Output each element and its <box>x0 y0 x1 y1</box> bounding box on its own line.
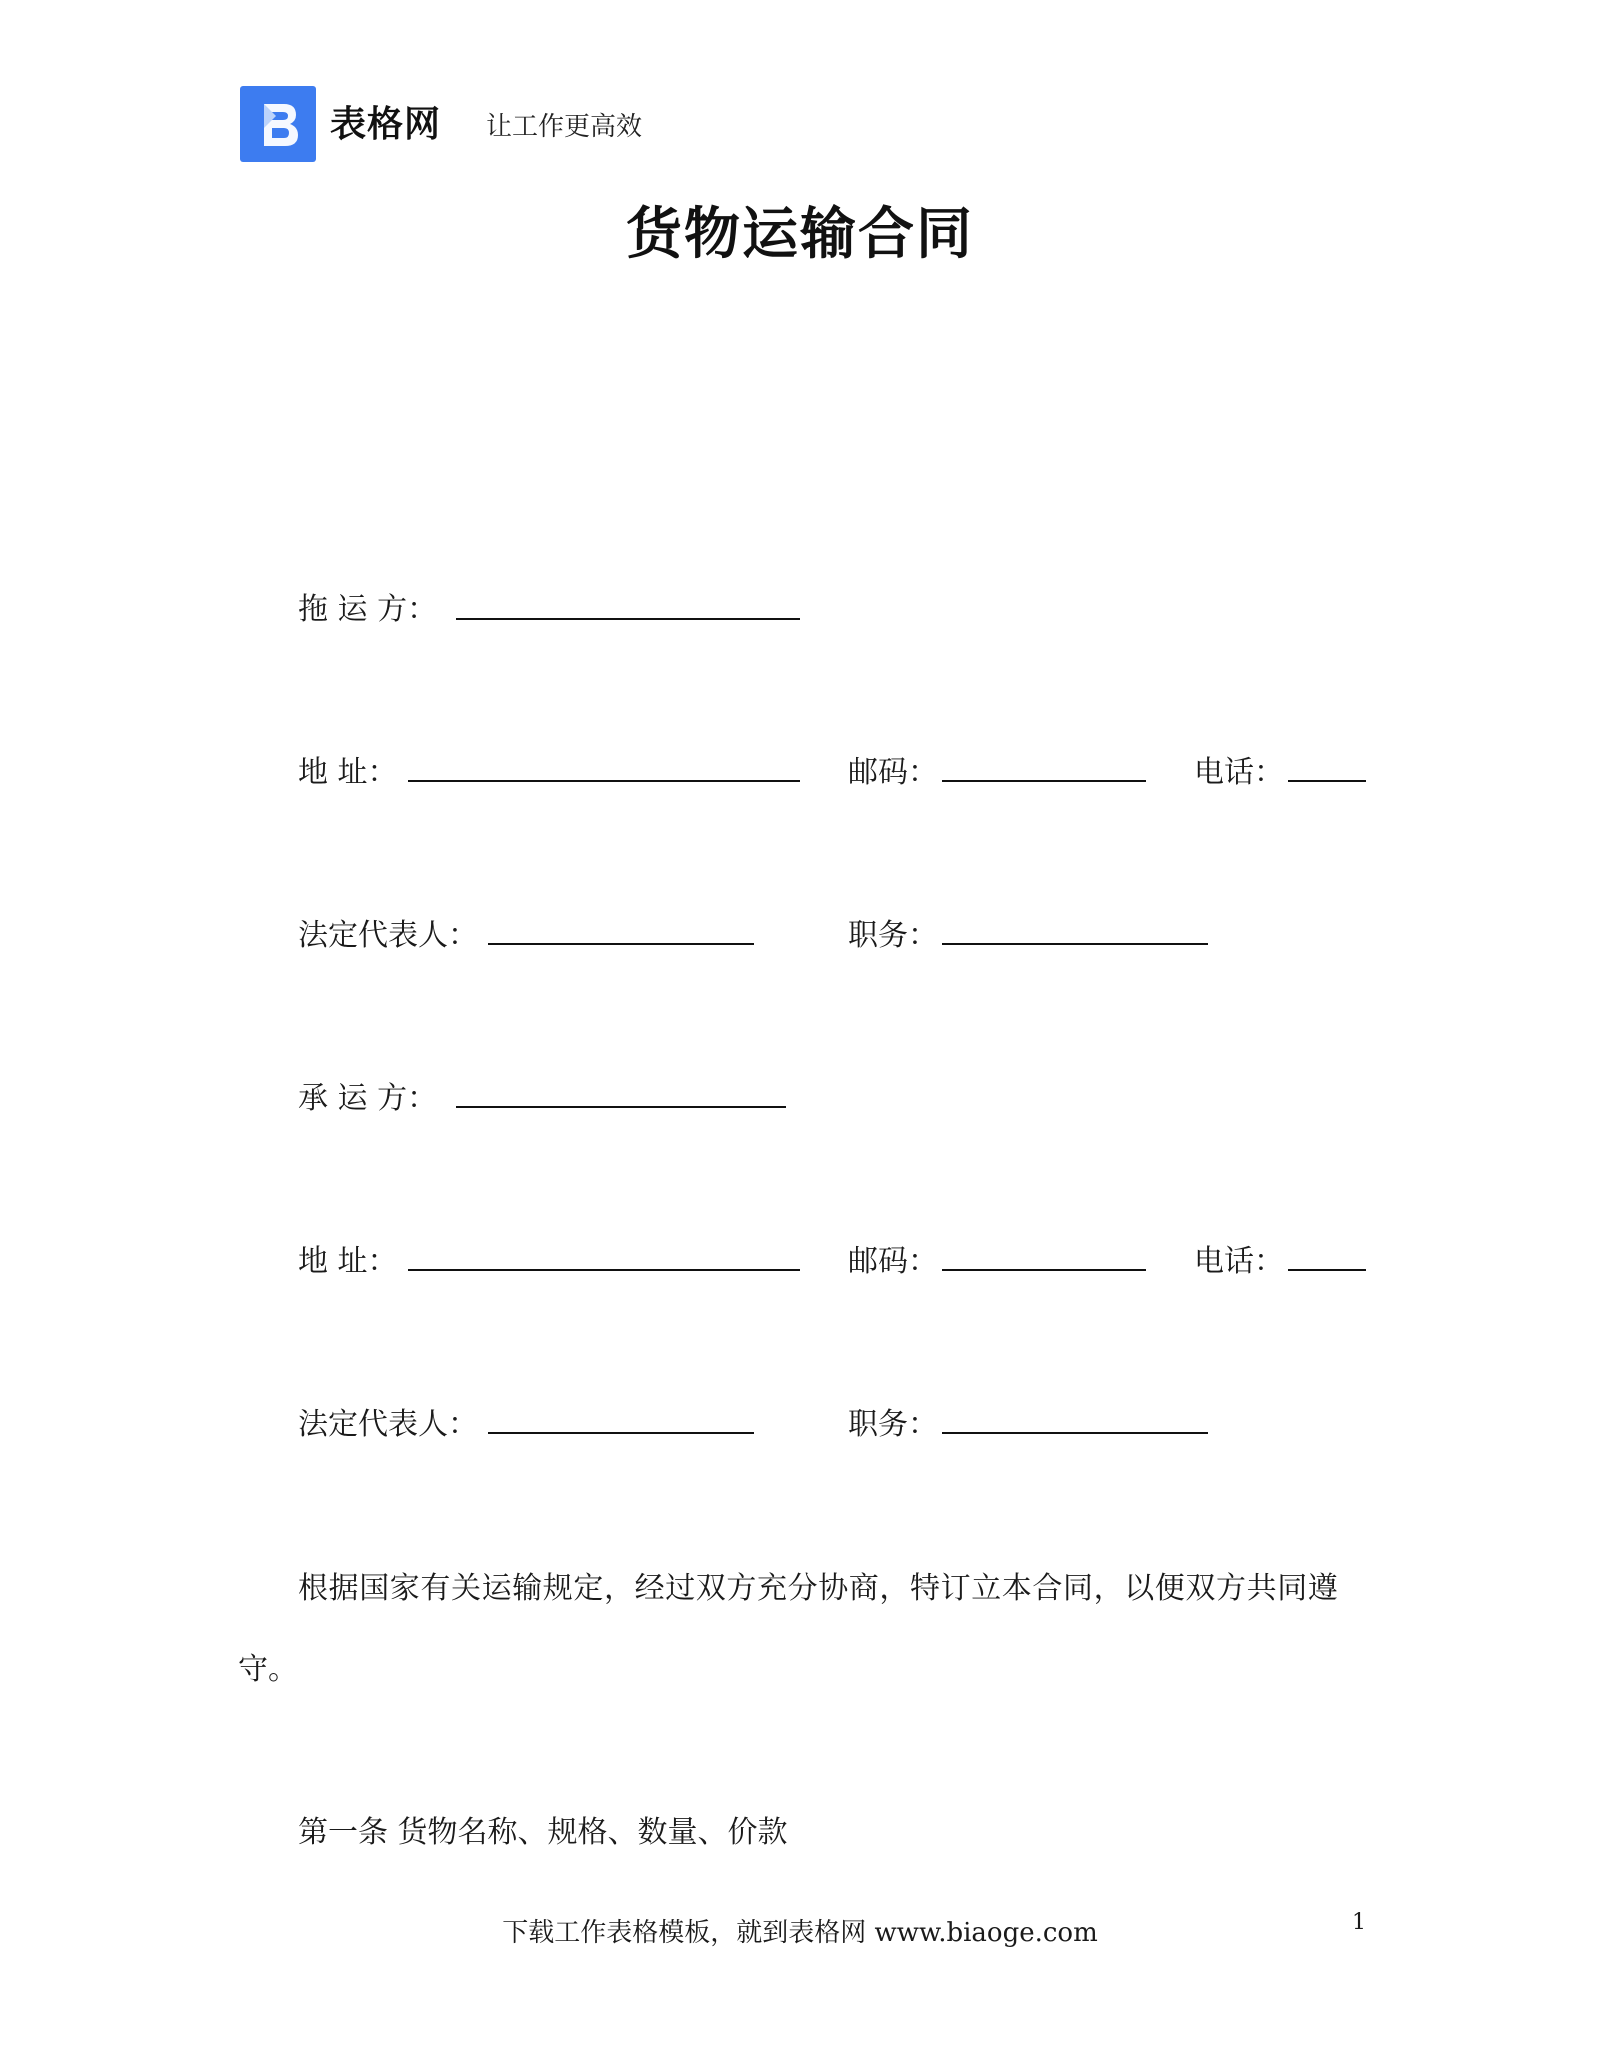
logo-icon <box>240 86 316 162</box>
shipper-postcode-field[interactable] <box>942 780 1146 782</box>
shipper-address-label: 地 址： <box>298 755 398 790</box>
document-title: 货物运输合同 <box>626 202 974 267</box>
shipper-rep-label: 法定代表人： <box>298 918 478 953</box>
page-number: 1 <box>1352 1910 1366 1935</box>
carrier-postcode-field[interactable] <box>942 1269 1146 1271</box>
carrier-position-label: 职务： <box>848 1407 938 1442</box>
shipper-position-field[interactable] <box>942 943 1208 945</box>
brand-name: 表格网 <box>330 104 442 145</box>
intro-paragraph-line2: 守。 <box>238 1652 298 1687</box>
carrier-rep-field[interactable] <box>488 1432 754 1434</box>
shipper-rep-field[interactable] <box>488 943 754 945</box>
carrier-position-field[interactable] <box>942 1432 1208 1434</box>
carrier-postcode-label: 邮码： <box>848 1244 938 1279</box>
carrier-rep-label: 法定代表人： <box>298 1407 478 1442</box>
carrier-name-field[interactable] <box>456 1106 786 1108</box>
shipper-postcode-label: 邮码： <box>848 755 938 790</box>
carrier-label: 承 运 方： <box>298 1081 438 1116</box>
shipper-name-field[interactable] <box>456 618 800 620</box>
intro-paragraph-line1: 根据国家有关运输规定，经过双方充分协商，特订立本合同，以便双方共同遵 <box>298 1571 1339 1606</box>
footer-text: 下载工作表格模板，就到表格网 www.biaoge.com <box>502 1918 1098 1948</box>
shipper-label: 拖 运 方： <box>298 592 438 627</box>
brand-slogan: 让工作更高效 <box>486 112 643 142</box>
carrier-phone-label: 电话： <box>1194 1244 1284 1279</box>
article-1-heading: 第一条 货物名称、规格、数量、价款 <box>298 1815 788 1850</box>
shipper-position-label: 职务： <box>848 918 938 953</box>
brand-logo <box>240 86 316 162</box>
carrier-address-field[interactable] <box>408 1269 800 1271</box>
shipper-address-field[interactable] <box>408 780 800 782</box>
shipper-phone-field[interactable] <box>1288 780 1366 782</box>
carrier-phone-field[interactable] <box>1288 1269 1366 1271</box>
carrier-address-label: 地 址： <box>298 1244 398 1279</box>
shipper-phone-label: 电话： <box>1194 755 1284 790</box>
